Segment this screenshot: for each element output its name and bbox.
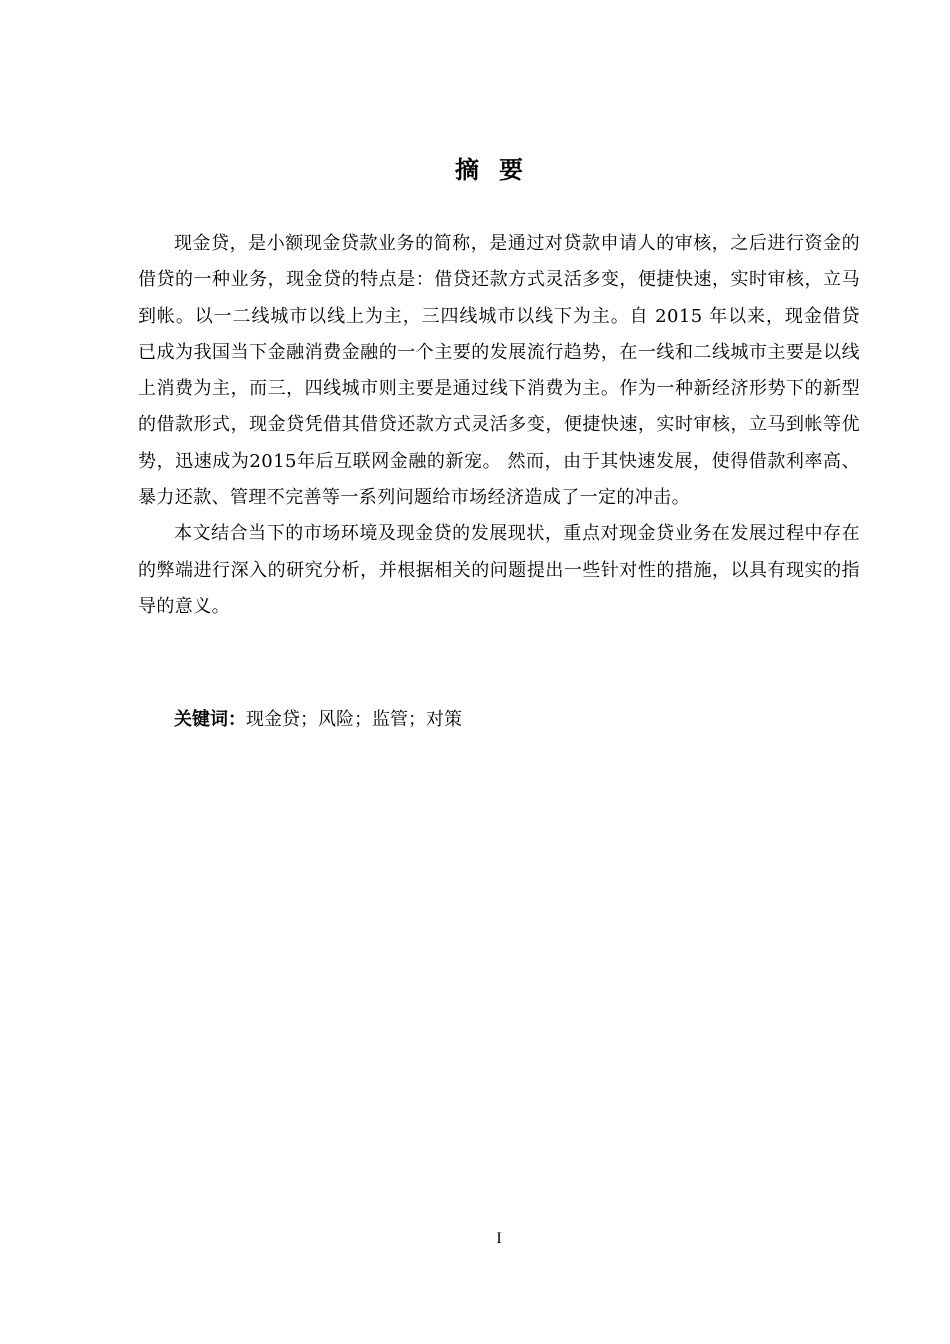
keywords-label: 关键词： bbox=[174, 709, 246, 730]
abstract-body bbox=[138, 226, 860, 625]
keywords-line bbox=[174, 702, 462, 738]
abstract-paragraph-1: 现金贷，是小额现金贷款业务的简称，是通过对贷款申请人的审核，之后进行资金的借贷的一种业务，现金贷的特点是：借贷还款方式灵活多变，便捷快速，实时审核，立马到帐。以一二线城市以线上为主，三四线城市以线下为主。自 2015 年以来，现金借贷已成为我国当下金融消费金融的一个主要的发展流行趋势，在一线和二线城市主要是以线上消费为主，而三，四线城市则主要是通过线下消费为主。作为一种新经济形势下的新型的借款形式，现金贷凭借其借贷还款方式灵活多变，便捷快速，实时审核，立马到帐等优势，迅速成为2015年后互联网金融的新宠。 然而，由于其快速发展，使得借款利率高、 暴力还款、管理不完善等一系列问题给市场经济造成了一定的冲击。 bbox=[138, 233, 860, 509]
page-number: I bbox=[496, 1230, 502, 1247]
abstract-title: 摘要 bbox=[455, 156, 543, 184]
keywords-value: 现金贷；风险；监管；对策 bbox=[246, 709, 462, 730]
abstract-paragraph-2: 本文结合当下的市场环境及现金贷的发展现状，重点对现金贷业务在发展过程中存在的弊端进行深入的研究分析，并根据相关的问题提出一些针对性的措施，以具有现实的指导的意义。 bbox=[138, 523, 860, 617]
